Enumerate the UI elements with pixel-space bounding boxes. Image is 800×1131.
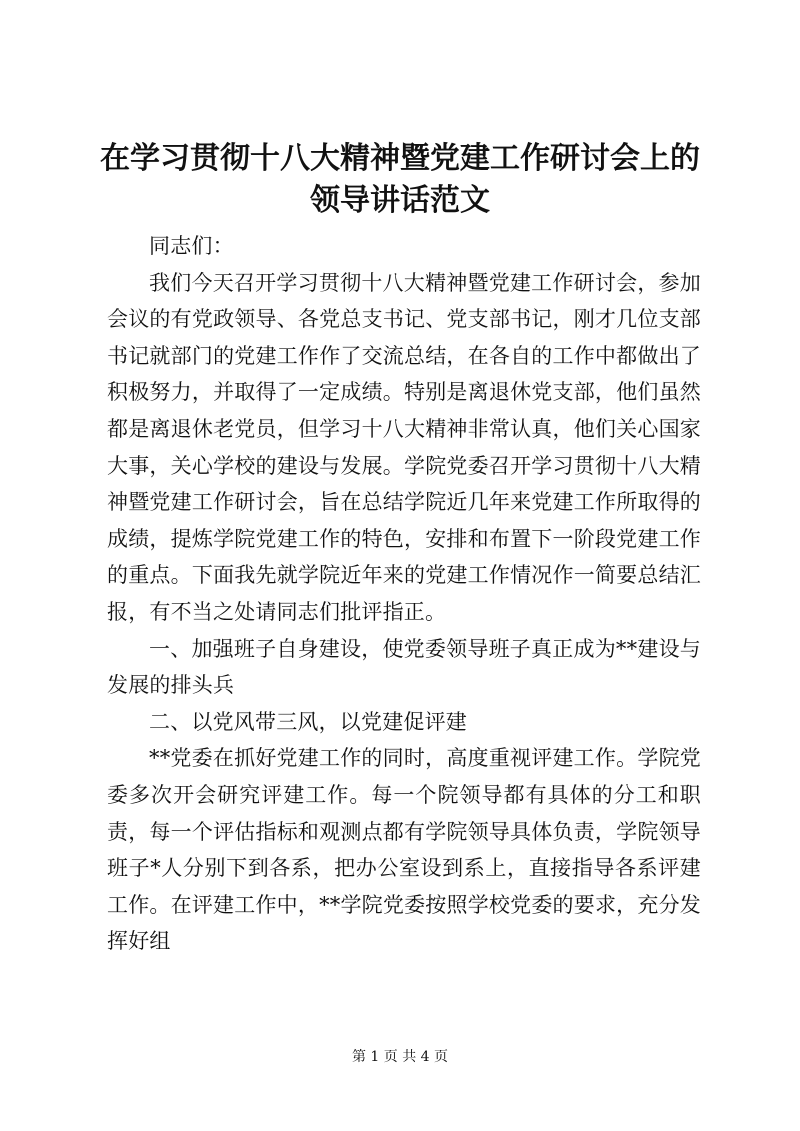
- section-heading-1: 一、加强班子自身建设，使党委领导班子真正成为**建设与发展的排头兵: [107, 636, 701, 698]
- section-heading-2: 二、以党风带三风，以党建促评建: [149, 709, 467, 734]
- paragraph-evaluation: **党委在抓好党建工作的同时，高度重视评建工作。学院党委多次开会研究评建工作。每一个院领导都有具体的分工和职责，每一个评估指标和观测点都有学院领导具体负责，学院领导班子*人分别下到各系，把办公室设到系上，直接指导各系评建工作。在评建工作中，**学院党委按照学校党委的要求，充分发挥好组: [107, 746, 701, 954]
- salutation: 同志们：: [149, 234, 234, 258]
- page-footer: 第 1 页 共 4 页: [351, 1049, 449, 1065]
- title-line-2: 领导讲话范文: [310, 183, 490, 218]
- paragraph-intro: 我们今天召开学习贯彻十八大精神暨党建工作研讨会，参加会议的有党政领导、各党总支书记、党支部书记，刚才几位支部书记就部门的党建工作作了交流总结，在各自的工作中都做出了积极努力，并取得了一定成绩。特别是离退休党支部，他们虽然都是离退休老党员，但学习十八大精神非常认真，他们关心国家大事，关心学校的建设与发展。学院党委召开学习贯彻十八大精神暨党建工作研讨会，旨在总结学院近几年来党建工作所取得的成绩，提炼学院党建工作的特色，安排和布置下一阶段党建工作的重点。下面我先就学院近年来的党建工作情况作一简要总结汇报，有不当之处请同志们批评指正。: [107, 270, 701, 624]
- title-line-1: 在学习贯彻十八大精神暨党建工作研讨会上的: [100, 141, 700, 176]
- document-title: [90, 138, 710, 222]
- document-body: [107, 228, 701, 960]
